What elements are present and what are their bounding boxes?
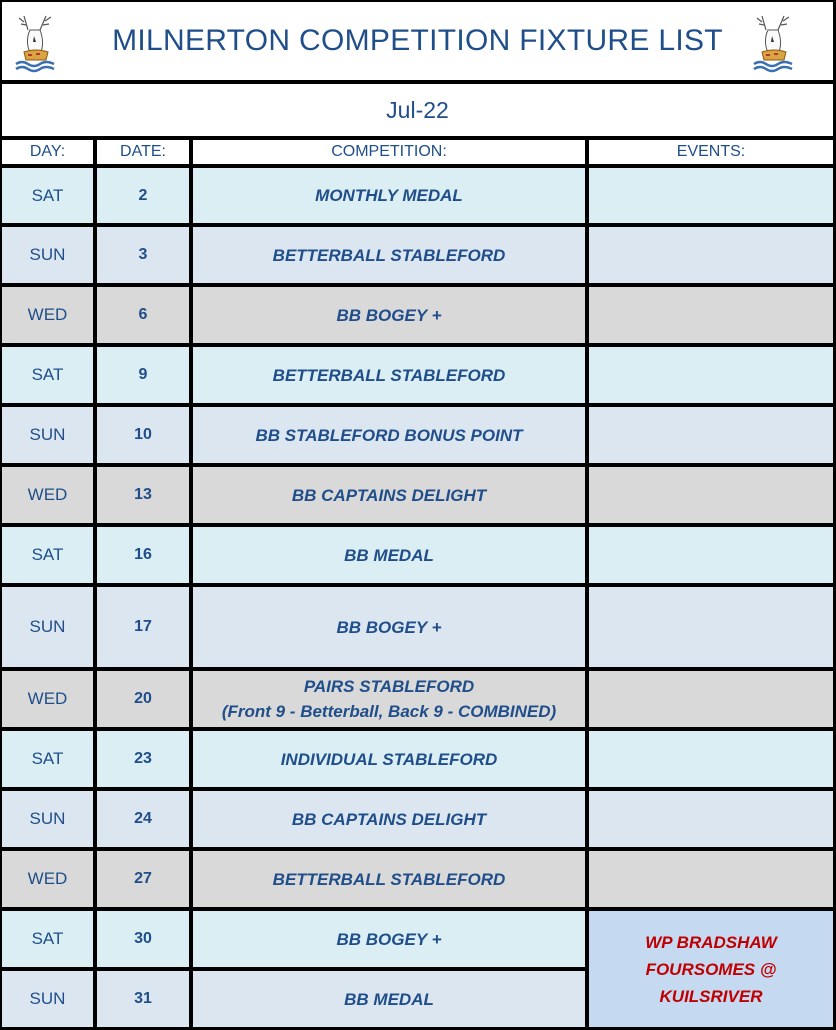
- row-day: SAT: [2, 731, 93, 787]
- month-bar: [2, 84, 833, 136]
- row-day: WED: [2, 467, 93, 523]
- row-competition: [193, 467, 585, 523]
- special-event-line1: WP BRADSHAW: [645, 932, 777, 952]
- row-day: SUN: [2, 407, 93, 463]
- row-competition: [193, 347, 585, 403]
- competition-text: BB STABLEFORD BONUS POINT: [255, 425, 523, 445]
- competition-text: INDIVIDUAL STABLEFORD: [280, 749, 498, 769]
- title-bar: [2, 2, 833, 80]
- row-day: WED: [2, 287, 93, 343]
- row-date: 31: [97, 971, 189, 1027]
- row-events: [589, 168, 833, 223]
- row-competition: [193, 527, 585, 583]
- row-competition: [193, 407, 585, 463]
- month-label: Jul-22: [386, 97, 449, 123]
- row-events: [589, 287, 833, 343]
- row-competition: [193, 851, 585, 907]
- row-events: [589, 467, 833, 523]
- competition-text: BB BOGEY +: [336, 305, 442, 325]
- row-competition: [193, 731, 585, 787]
- row-competition: [193, 587, 585, 667]
- competition-text: MONTHLY MEDAL: [315, 186, 463, 205]
- row-date: 24: [97, 791, 189, 847]
- row-competition: [193, 911, 585, 967]
- competition-text: BB CAPTAINS DELIGHT: [291, 809, 487, 829]
- row-day: WED: [2, 851, 93, 907]
- row-date: 27: [97, 851, 189, 907]
- row-day: SUN: [2, 227, 93, 283]
- header-events: EVENTS:: [589, 140, 833, 164]
- row-date: 9: [97, 347, 189, 403]
- row-date: 6: [97, 287, 189, 343]
- row-events: [589, 851, 833, 907]
- row-competition: [193, 791, 585, 847]
- row-competition: [193, 168, 585, 223]
- row-day: SAT: [2, 347, 93, 403]
- header-competition: COMPETITION:: [193, 140, 585, 164]
- row-date: 17: [97, 587, 189, 667]
- competition-subtext: (Front 9 - Betterball, Back 9 - COMBINED): [221, 702, 557, 721]
- competition-text: BB MEDAL: [344, 989, 434, 1009]
- row-events: [589, 347, 833, 403]
- special-event-line2: FOURSOMES @: [645, 959, 777, 979]
- header-date: DATE:: [97, 140, 189, 164]
- competition-text: BB BOGEY +: [336, 929, 442, 949]
- row-day: SUN: [2, 791, 93, 847]
- row-day: WED: [2, 671, 93, 727]
- row-date: 16: [97, 527, 189, 583]
- row-day: SAT: [2, 527, 93, 583]
- competition-text: BB BOGEY +: [336, 617, 442, 637]
- row-date: 10: [97, 407, 189, 463]
- row-competition: [193, 287, 585, 343]
- row-date: 13: [97, 467, 189, 523]
- row-events: [589, 587, 833, 667]
- page-title: MILNERTON COMPETITION FIXTURE LIST: [112, 24, 723, 57]
- competition-text: BETTERBALL STABLEFORD: [272, 869, 506, 889]
- row-events: [589, 671, 833, 727]
- competition-text: BB CAPTAINS DELIGHT: [291, 485, 487, 505]
- row-events: [589, 791, 833, 847]
- row-day: SAT: [2, 168, 93, 223]
- row-day: SUN: [2, 971, 93, 1027]
- row-competition: [193, 971, 585, 1027]
- row-date: 3: [97, 227, 189, 283]
- competition-text: BETTERBALL STABLEFORD: [272, 245, 506, 265]
- row-date: 20: [97, 671, 189, 727]
- row-competition: [193, 227, 585, 283]
- competition-text: BETTERBALL STABLEFORD: [272, 365, 506, 385]
- row-events: [589, 527, 833, 583]
- row-events: [589, 731, 833, 787]
- row-day: SUN: [2, 587, 93, 667]
- row-events: [589, 227, 833, 283]
- header-day: DAY:: [2, 140, 93, 164]
- row-date: 30: [97, 911, 189, 967]
- stag-crest-icon: [748, 8, 800, 78]
- competition-text: BB MEDAL: [344, 545, 434, 565]
- row-day: SAT: [2, 911, 93, 967]
- row-competition: [193, 671, 585, 727]
- competition-text: PAIRS STABLEFORD: [303, 677, 475, 696]
- row-events: [589, 407, 833, 463]
- row-date: 2: [97, 168, 189, 223]
- row-date: 23: [97, 731, 189, 787]
- special-event-cell: [589, 911, 833, 1027]
- special-event-line3: KUILSRIVER: [659, 986, 763, 1006]
